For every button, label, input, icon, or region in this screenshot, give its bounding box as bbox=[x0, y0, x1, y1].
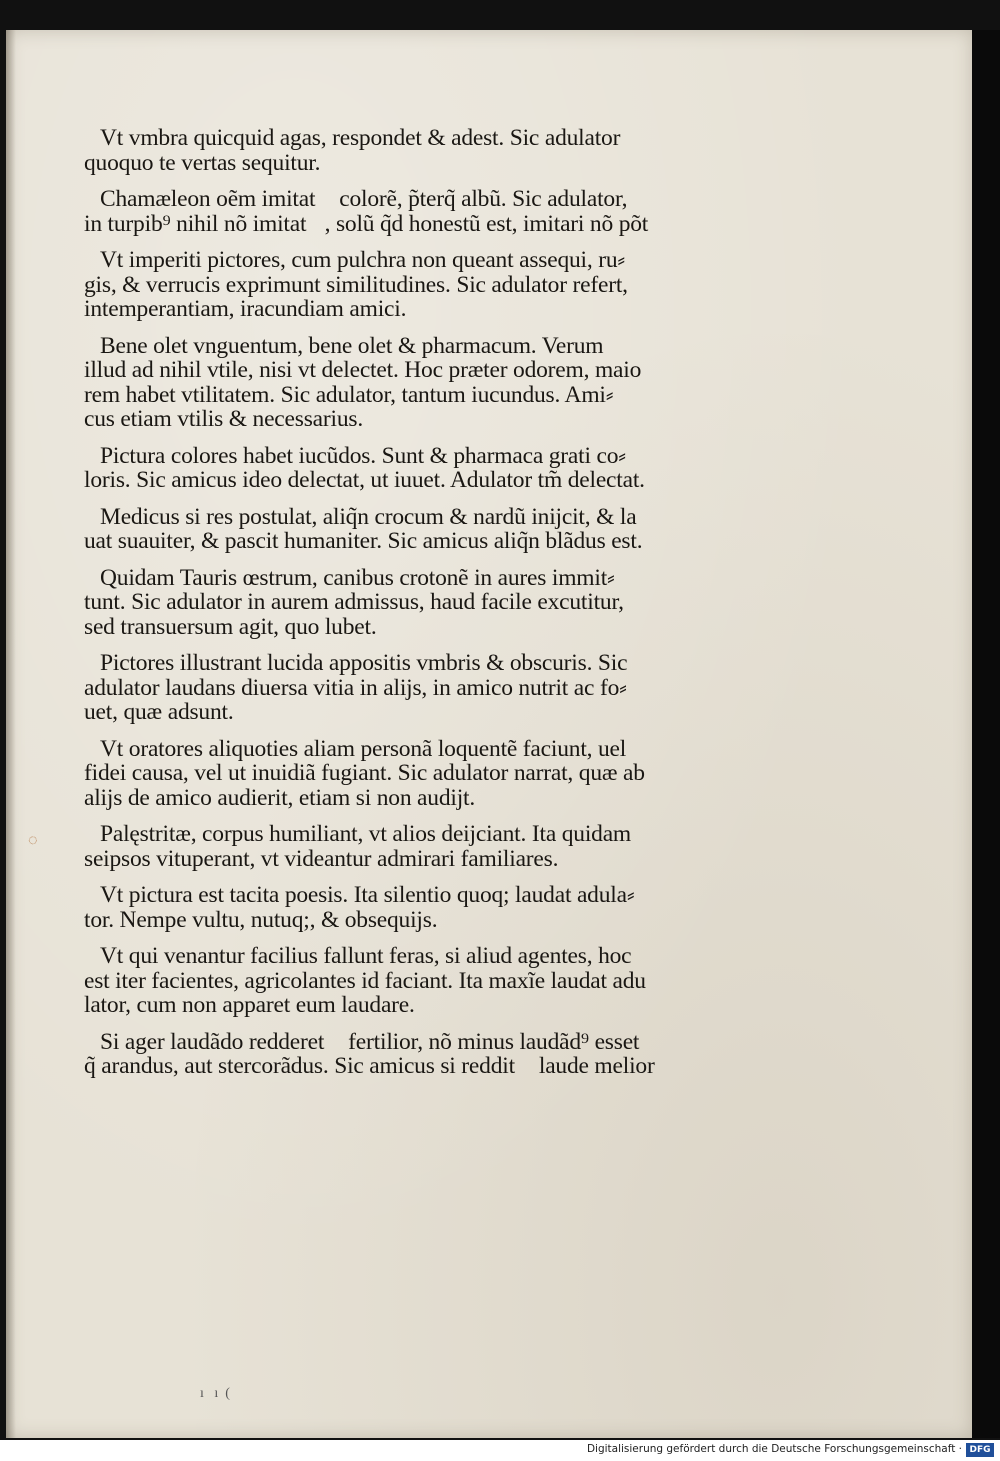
paragraph bbox=[84, 944, 744, 1018]
text-line: Si ager laudãdo redderetᷣ fertilior, nõ minus laudãd⁹ esset bbox=[100, 1028, 640, 1055]
paragraph bbox=[84, 505, 744, 554]
dfg-logo: DFG bbox=[966, 1443, 994, 1457]
page-text bbox=[84, 126, 744, 1091]
text-line: sed transuersum agit, quo lubet. bbox=[84, 613, 377, 640]
text-line: Medicus si res postulat, aliq̃n crocum & nardũ inijcit, & la bbox=[100, 503, 637, 530]
text-line: intemperantiam, iracundiam amici. bbox=[84, 296, 407, 322]
text-line: seipsos vituperant, vt videantur admirari familiares. bbox=[84, 845, 559, 872]
text-line: Vt oratores aliquoties aliam personã loquentẽ faciunt, uel bbox=[100, 735, 627, 762]
text-line: Bene olet vnguentum, bene olet & pharmacum. Verum bbox=[100, 332, 604, 359]
paragraph bbox=[84, 1030, 744, 1079]
text-line: Vt qui venantur facilius fallunt feras, si aliud agentes, hoc bbox=[100, 943, 632, 969]
paragraph bbox=[84, 566, 744, 640]
paragraph bbox=[84, 651, 744, 725]
text-line: Chamæleon oẽm imitatᷣ colorẽ, p̃terq̃ albũ. Sic adulator, bbox=[100, 186, 628, 212]
digitization-footer bbox=[0, 1440, 1000, 1461]
margin-stain: ◌ bbox=[28, 832, 38, 849]
text-line: q̃ arandus, aut stercorãdus. Sic amicus si redditᷣ laude melior bbox=[84, 1053, 655, 1079]
text-line: Pictores illustrant lucida appositis vmbris & obscuris. Sic bbox=[100, 650, 628, 676]
paragraph bbox=[84, 822, 744, 871]
paragraph bbox=[84, 334, 744, 432]
text-line: adulator laudans diuersa vitia in alijs, in amico nutrit ac fo⸗ bbox=[84, 674, 627, 701]
page-bottom-marks: ı ı ( bbox=[200, 1386, 230, 1401]
text-line: Pictura colores habet iucũdos. Sunt & pharmaca grati co⸗ bbox=[100, 442, 626, 469]
text-line: loris. Sic amicus ideo delectat, ut iuuet. Adulator tm̃ delectat. bbox=[84, 467, 645, 493]
text-line: gis, & verrucis exprimunt similitudines. Sic adulator refert, bbox=[84, 271, 628, 298]
text-line: Quidam Tauris œstrum, canibus crotonẽ in aures immit⸗ bbox=[100, 564, 615, 591]
paragraph bbox=[84, 883, 744, 932]
text-line: Vt pictura est tacita poesis. Ita silentio quoq; laudat adula⸗ bbox=[100, 882, 635, 908]
page-gutter-shadow bbox=[6, 30, 16, 1438]
text-line: Vt imperiti pictores, cum pulchra non queant assequi, ru⸗ bbox=[100, 247, 626, 273]
paragraph bbox=[84, 126, 744, 175]
footer-credit-text: Digitalisierung gefördert durch die Deutsche Forschungsgemeinschaft · bbox=[586, 1443, 962, 1455]
text-line: in turpib⁹ nihil nõ imitatᷣ, solũ q̃d honestũ est, imitari nõ põt bbox=[84, 210, 649, 237]
text-line: alijs de amico audierit, etiam si non audijt. bbox=[84, 784, 476, 811]
paragraph bbox=[84, 187, 744, 236]
text-line: illud ad nihil vtile, nisi vt delectet. Hoc præter odorem, maio bbox=[84, 357, 642, 383]
text-line: uat suauiter, & pascit humaniter. Sic amicus aliq̃n blãdus est. bbox=[84, 528, 643, 554]
text-line: tor. Nempe vultu, nutuq;, & obsequijs. bbox=[84, 906, 438, 933]
text-line: Vt vmbra quicquid agas, respondet & adest. Sic adulator bbox=[100, 125, 621, 151]
paragraph bbox=[84, 737, 744, 811]
text-line: lator, cum non apparet eum laudare. bbox=[84, 992, 415, 1018]
text-line: fidei causa, vel ut inuidiã fugiant. Sic adulator narrat, quæ ab bbox=[84, 760, 645, 786]
text-line: rem habet vtilitatem. Sic adulator, tantum iucundus. Ami⸗ bbox=[84, 381, 614, 408]
scan-right-edge bbox=[972, 30, 1000, 1438]
paragraph bbox=[84, 248, 744, 322]
text-line: tunt. Sic adulator in aurem admissus, haud facile excutitur, bbox=[84, 589, 624, 615]
text-line: cus etiam vtilis & necessarius. bbox=[84, 406, 364, 432]
text-line: Palęstritæ, corpus humiliant, vt alios deijciant. Ita quidam bbox=[100, 821, 632, 847]
paragraph bbox=[84, 444, 744, 493]
text-line: quoquo te vertas sequitur. bbox=[84, 149, 321, 176]
text-line: est iter facientes, agricolantes id faciant. Ita maxĩe laudat adu bbox=[84, 967, 646, 994]
text-line: uet, quæ adsunt. bbox=[84, 699, 234, 725]
